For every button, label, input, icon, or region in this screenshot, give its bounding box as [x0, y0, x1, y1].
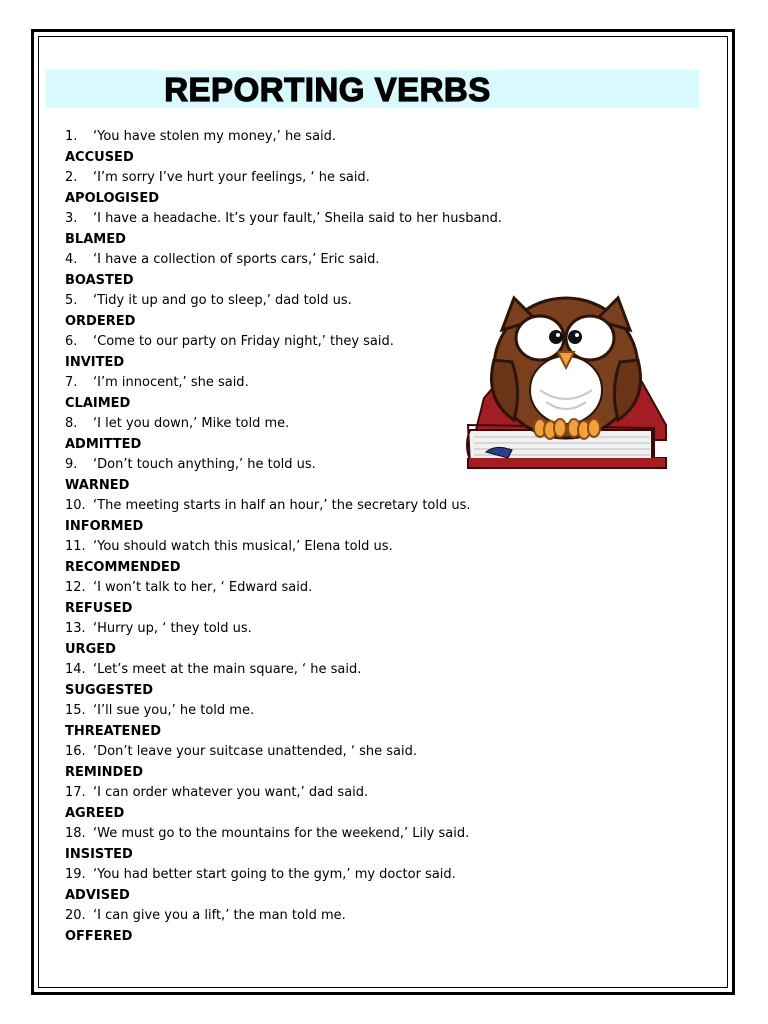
item-number: 13. — [65, 621, 86, 636]
item-number: 9. — [65, 457, 78, 472]
item-number: 14. — [65, 662, 86, 677]
item-reporting-verb: ORDERED — [65, 314, 136, 329]
item-reporting-verb: RECOMMENDED — [65, 560, 181, 575]
item-number: 16. — [65, 744, 86, 759]
item-number: 10. — [65, 498, 86, 513]
list-item — [65, 660, 625, 701]
item-sentence — [65, 824, 469, 844]
list-item — [65, 578, 625, 619]
item-quote: ‘You should watch this musical,’ Elena told us. — [93, 539, 393, 554]
item-number: 2. — [65, 170, 78, 185]
item-sentence — [65, 537, 393, 557]
item-quote: ‘I let you down,’ Mike told me. — [93, 416, 290, 431]
title-banner — [46, 70, 699, 108]
item-quote: ‘Don’t touch anything,’ he told us. — [93, 457, 316, 472]
item-quote: ‘You have stolen my money,’ he said. — [93, 129, 337, 144]
item-number: 7. — [65, 375, 78, 390]
item-quote: ‘I won’t talk to her, ‘ Edward said. — [93, 580, 313, 595]
item-number: 8. — [65, 416, 78, 431]
item-reporting-verb: SUGGESTED — [65, 683, 154, 698]
list-item — [65, 250, 625, 291]
item-sentence — [65, 906, 346, 926]
item-quote: ‘I’ll sue you,’ he told me. — [93, 703, 255, 718]
item-sentence — [65, 168, 370, 188]
item-reporting-verb: APOLOGISED — [65, 191, 160, 206]
item-number: 11. — [65, 539, 86, 554]
item-number: 1. — [65, 129, 78, 144]
item-reporting-verb: ADVISED — [65, 888, 130, 903]
list-item — [65, 127, 625, 168]
item-sentence — [65, 660, 361, 680]
item-quote: ‘I can give you a lift,’ the man told me. — [93, 908, 346, 923]
item-quote: ‘We must go to the mountains for the weekend,’ Lily said. — [93, 826, 470, 841]
item-number: 6. — [65, 334, 78, 349]
item-sentence — [65, 619, 252, 639]
list-item — [65, 209, 625, 250]
item-sentence — [65, 455, 316, 475]
item-number: 4. — [65, 252, 78, 267]
item-number: 15. — [65, 703, 86, 718]
item-reporting-verb: REMINDED — [65, 765, 144, 780]
item-sentence — [65, 701, 254, 721]
item-quote: ‘Hurry up, ‘ they told us. — [93, 621, 252, 636]
owl-on-book-illustration — [462, 290, 668, 472]
list-item — [65, 701, 625, 742]
list-item — [65, 783, 625, 824]
list-item — [65, 619, 625, 660]
item-reporting-verb: OFFERED — [65, 929, 133, 944]
item-sentence — [65, 373, 249, 393]
list-item — [65, 906, 625, 947]
item-quote: ‘I have a headache. It’s your fault,’ Sheila said to her husband. — [93, 211, 503, 226]
item-quote: ‘I’m innocent,’ she said. — [93, 375, 249, 390]
list-item — [65, 824, 625, 865]
item-sentence — [65, 332, 394, 352]
item-quote: ‘Don’t leave your suitcase unattended, ‘ she said. — [93, 744, 417, 759]
list-item — [65, 537, 625, 578]
item-sentence — [65, 209, 502, 229]
item-reporting-verb: ADMITTED — [65, 437, 142, 452]
item-reporting-verb: INFORMED — [65, 519, 144, 534]
page-title: REPORTING VERBS — [164, 71, 491, 108]
item-quote: ‘Come to our party on Friday night,’ they said. — [93, 334, 394, 349]
item-sentence — [65, 496, 471, 516]
item-quote: ‘Let’s meet at the main square, ‘ he said. — [93, 662, 362, 677]
item-sentence — [65, 783, 368, 803]
item-number: 18. — [65, 826, 86, 841]
item-quote: ‘Tidy it up and go to sleep,’ dad told us. — [93, 293, 352, 308]
item-reporting-verb: REFUSED — [65, 601, 133, 616]
item-quote: ‘I’m sorry I’ve hurt your feelings, ‘ he said. — [93, 170, 370, 185]
item-number: 20. — [65, 908, 86, 923]
item-sentence — [65, 414, 289, 434]
item-sentence — [65, 250, 380, 270]
item-quote: ‘The meeting starts in half an hour,’ the secretary told us. — [93, 498, 471, 513]
item-reporting-verb: THREATENED — [65, 724, 161, 739]
item-sentence — [65, 742, 417, 762]
item-quote: ‘I have a collection of sports cars,’ Eric said. — [93, 252, 380, 267]
item-number: 19. — [65, 867, 86, 882]
item-number: 12. — [65, 580, 86, 595]
list-item — [65, 168, 625, 209]
item-sentence — [65, 578, 312, 598]
item-reporting-verb: AGREED — [65, 806, 125, 821]
item-sentence — [65, 127, 336, 147]
item-number: 5. — [65, 293, 78, 308]
list-item — [65, 496, 625, 537]
item-number: 17. — [65, 785, 86, 800]
item-reporting-verb: WARNED — [65, 478, 130, 493]
item-number: 3. — [65, 211, 78, 226]
item-reporting-verb: CLAIMED — [65, 396, 131, 411]
item-reporting-verb: INVITED — [65, 355, 125, 370]
item-quote: ‘I can order whatever you want,’ dad said. — [93, 785, 369, 800]
item-reporting-verb: BLAMED — [65, 232, 126, 247]
item-reporting-verb: URGED — [65, 642, 116, 657]
item-sentence — [65, 865, 456, 885]
item-reporting-verb: INSISTED — [65, 847, 133, 862]
item-reporting-verb: ACCUSED — [65, 150, 134, 165]
item-quote: ‘You had better start going to the gym,’ my doctor said. — [93, 867, 456, 882]
item-sentence — [65, 291, 352, 311]
list-item — [65, 742, 625, 783]
sentence-list — [65, 127, 625, 947]
owl-icon — [492, 298, 641, 439]
item-reporting-verb: BOASTED — [65, 273, 134, 288]
list-item — [65, 865, 625, 906]
